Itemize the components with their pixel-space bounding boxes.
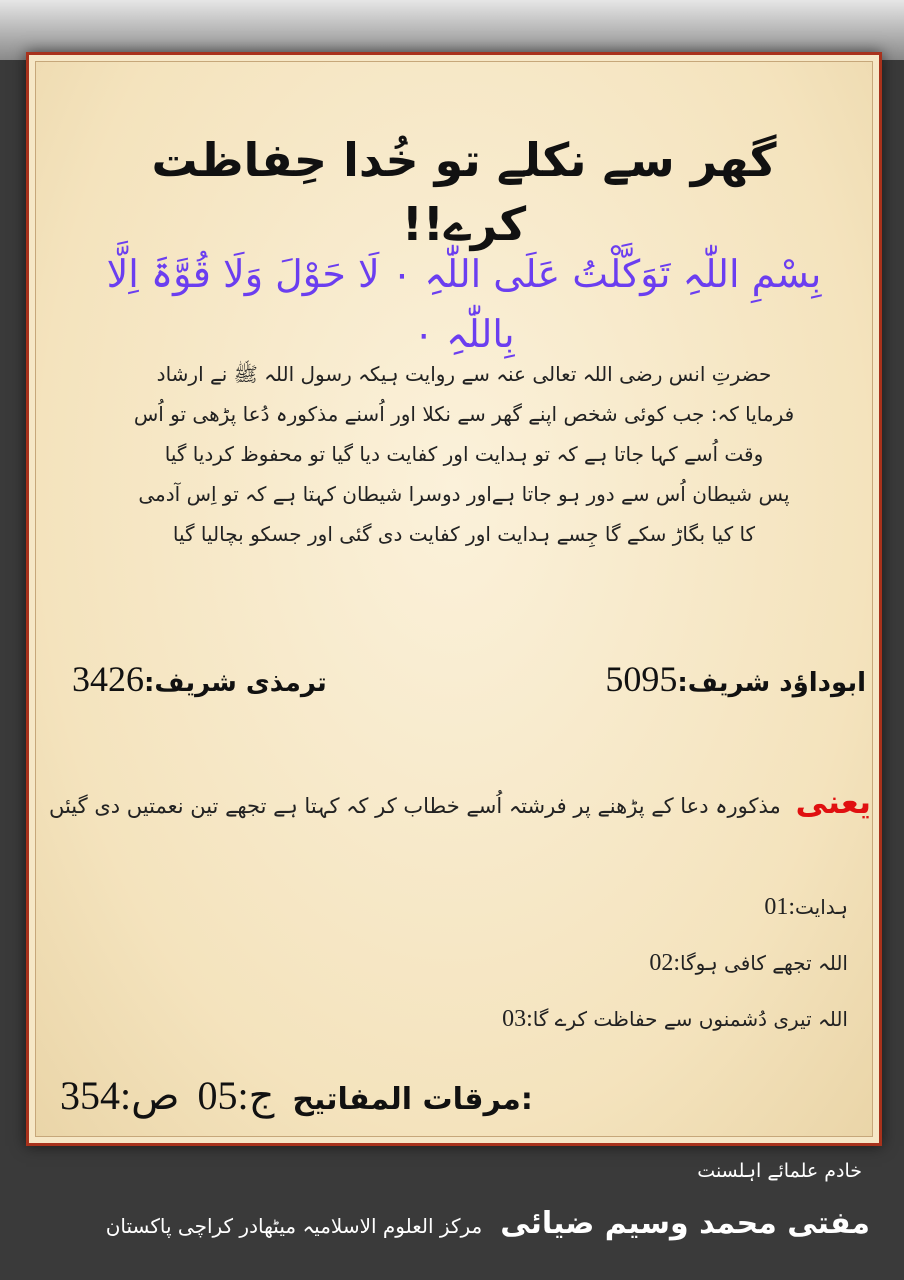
hadith-line: فرمایا کہ: جب کوئی شخص اپنے گھر سے نکلا اور اُسنے مذکورہ دُعا پڑھی تو اُس xyxy=(133,402,795,426)
reference-name: ابوداؤد شریف: xyxy=(677,668,866,698)
mirqat-label: مرقات المفاتیح: xyxy=(292,1082,533,1117)
blessing-number: 01: xyxy=(764,894,796,920)
yani-explanation xyxy=(46,782,874,826)
blessing-text: ہدایت xyxy=(795,895,848,919)
hadith-line: وقت اُسے کہا جاتا ہے کہ تو ہدایت اور کفایت دیا گیا تو محفوظ کردیا گیا xyxy=(164,442,764,466)
mirqat-reference xyxy=(60,1072,533,1119)
yani-text: مذکورہ دعا کے پڑھنے پر فرشتہ اُسے خطاب کر کہ کہتا ہے تجھے تین نعمتیں دی گیئں xyxy=(48,794,781,818)
mirqat-page: ص:354 xyxy=(60,1073,180,1118)
blessing-item xyxy=(248,938,848,994)
reference-name: ترمذی شریف: xyxy=(144,668,327,698)
blessings-list xyxy=(248,882,848,1050)
blessing-item xyxy=(248,994,848,1050)
reference-tirmidhi xyxy=(72,658,327,700)
yani-word: یعنی xyxy=(795,783,871,821)
hadith-line: کا کیا بگاڑ سکے گا جِسے ہدایت اور کفایت دی گئی اور جسکو بچالیا گیا xyxy=(172,522,756,546)
top-fade xyxy=(0,0,904,60)
organization-name: مرکز العلوم الاسلامیہ میٹھادر کراچی پاکستان xyxy=(105,1214,483,1238)
page-title: گھر سے نکلے تو خُدا حِفاظت کرے!! xyxy=(151,133,777,251)
references xyxy=(66,658,866,706)
footer-subtitle: خادم علمائے اہلسنت xyxy=(697,1160,862,1182)
blessing-item xyxy=(248,882,848,938)
content-frame xyxy=(26,52,882,1146)
hadith-text xyxy=(50,354,878,554)
mirqat-volume: ج:05 xyxy=(197,1073,275,1118)
reference-abu-dawood xyxy=(605,658,866,700)
blessing-number: 02: xyxy=(649,950,680,976)
author-name: مفتی محمد وسیم ضیائی xyxy=(500,1206,870,1241)
blessing-text: اللہ تجھے کافی ہوگا xyxy=(680,951,848,975)
reference-number: 5095 xyxy=(605,659,678,699)
blessing-number: 03: xyxy=(502,1006,533,1032)
reference-number: 3426 xyxy=(72,659,144,699)
blessing-text: اللہ تیری دُشمنوں سے حفاظت کرے گا xyxy=(532,1007,848,1031)
dua-text: بِسْمِ اللّٰہِ تَوَکَّلْتُ عَلَی اللّٰہِ ۰ لَا حَوْلَ وَلَا قُوَّۃَ اِلَّا بِاللّٰہِ ۰ xyxy=(106,252,822,356)
hadith-line: پس شیطان اُس سے دور ہو جاتا ہےاور دوسرا شیطان کہتا ہے کہ تو اِس آدمی xyxy=(138,482,790,506)
paper-panel xyxy=(35,61,873,1137)
footer-credit xyxy=(30,1206,870,1241)
hadith-line: حضرتِ انس رضی اللہ تعالی عنہ سے روایت ہیکہ رسول اللہ ﷺ نے ارشاد xyxy=(156,362,772,386)
